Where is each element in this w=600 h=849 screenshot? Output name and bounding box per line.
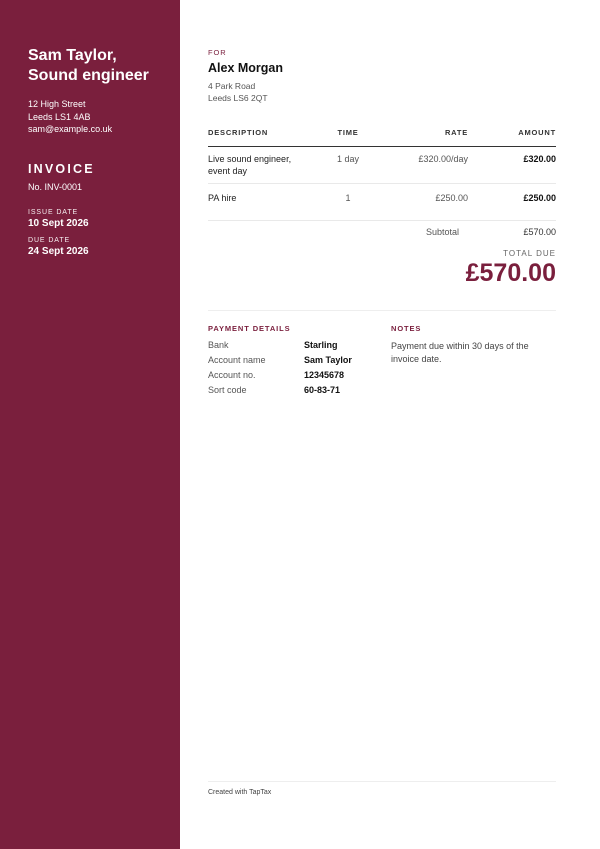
client-address-line1: 4 Park Road: [208, 81, 256, 91]
client-address: [208, 80, 268, 104]
subtotal-value: £570.00: [523, 227, 556, 237]
row-divider: [208, 183, 556, 184]
due-date-label: DUE DATE: [28, 236, 71, 244]
notes-text: Payment due within 30 days of the invoice date.: [391, 341, 529, 364]
sender-name-line2: Sound engineer: [28, 67, 149, 84]
payment-value: 12345678: [304, 370, 345, 380]
footer-credit: Created with TapTax: [208, 789, 272, 796]
client-label: FOR: [208, 48, 227, 57]
client-address-line2: Leeds LS6 2QT: [208, 93, 268, 103]
row-rate: £250.00: [435, 193, 468, 203]
payment-label: Sort code: [208, 385, 247, 395]
issue-date: 10 Sept 2026: [28, 217, 89, 229]
footer-divider: [208, 781, 556, 782]
row-description: PA hire: [208, 193, 237, 203]
payment-label: Account no.: [208, 370, 256, 380]
due-date: 24 Sept 2026: [28, 245, 89, 257]
payment-details-title: PAYMENT DETAILS: [208, 324, 291, 333]
issue-date-label: ISSUE DATE: [28, 208, 79, 216]
total-due-label: TOTAL DUE: [503, 249, 556, 258]
row-amount: £320.00: [523, 154, 556, 164]
invoice-title: INVOICE: [28, 161, 95, 176]
sender-name-line1: Sam Taylor,: [28, 47, 117, 64]
payment-value: Sam Taylor: [304, 355, 352, 365]
due-date-block: [28, 237, 180, 257]
sender-address-line2: Leeds LS1 4AB: [28, 111, 91, 122]
issue-date-block: [28, 209, 180, 229]
column-header-description: DESCRIPTION: [208, 128, 269, 137]
invoice-number: No. INV-0001: [28, 181, 83, 192]
row-description-line1: Live sound engineer,: [208, 154, 292, 164]
row-amount: £250.00: [523, 193, 556, 203]
column-header-rate: RATE: [444, 128, 468, 137]
column-header-amount: AMOUNT: [518, 128, 556, 137]
sidebar: [0, 0, 180, 849]
column-header-time: TIME: [337, 128, 359, 137]
sender-email: sam@example.co.uk: [28, 124, 113, 134]
row-time: 1 day: [336, 154, 360, 164]
row-rate: £320.00/day: [418, 154, 468, 164]
notes-title: NOTES: [391, 324, 422, 333]
payment-value: Starling: [304, 340, 338, 350]
client-name: Alex Morgan: [208, 61, 284, 75]
sender-name: [28, 46, 180, 86]
table-header-divider: [208, 146, 556, 147]
row-time: 1: [345, 193, 351, 203]
payment-label: Account name: [208, 355, 266, 365]
payment-label: Bank: [208, 340, 229, 350]
payment-value: 60-83-71: [304, 385, 341, 395]
row-divider: [208, 220, 556, 221]
subtotal-label: Subtotal: [425, 227, 459, 237]
row-description-line2: event day: [208, 166, 248, 176]
sender-address-line1: 12 High Street: [28, 99, 86, 109]
section-divider: [208, 310, 556, 311]
sender-address: [28, 98, 180, 136]
total-due-value: £570.00: [465, 259, 556, 287]
